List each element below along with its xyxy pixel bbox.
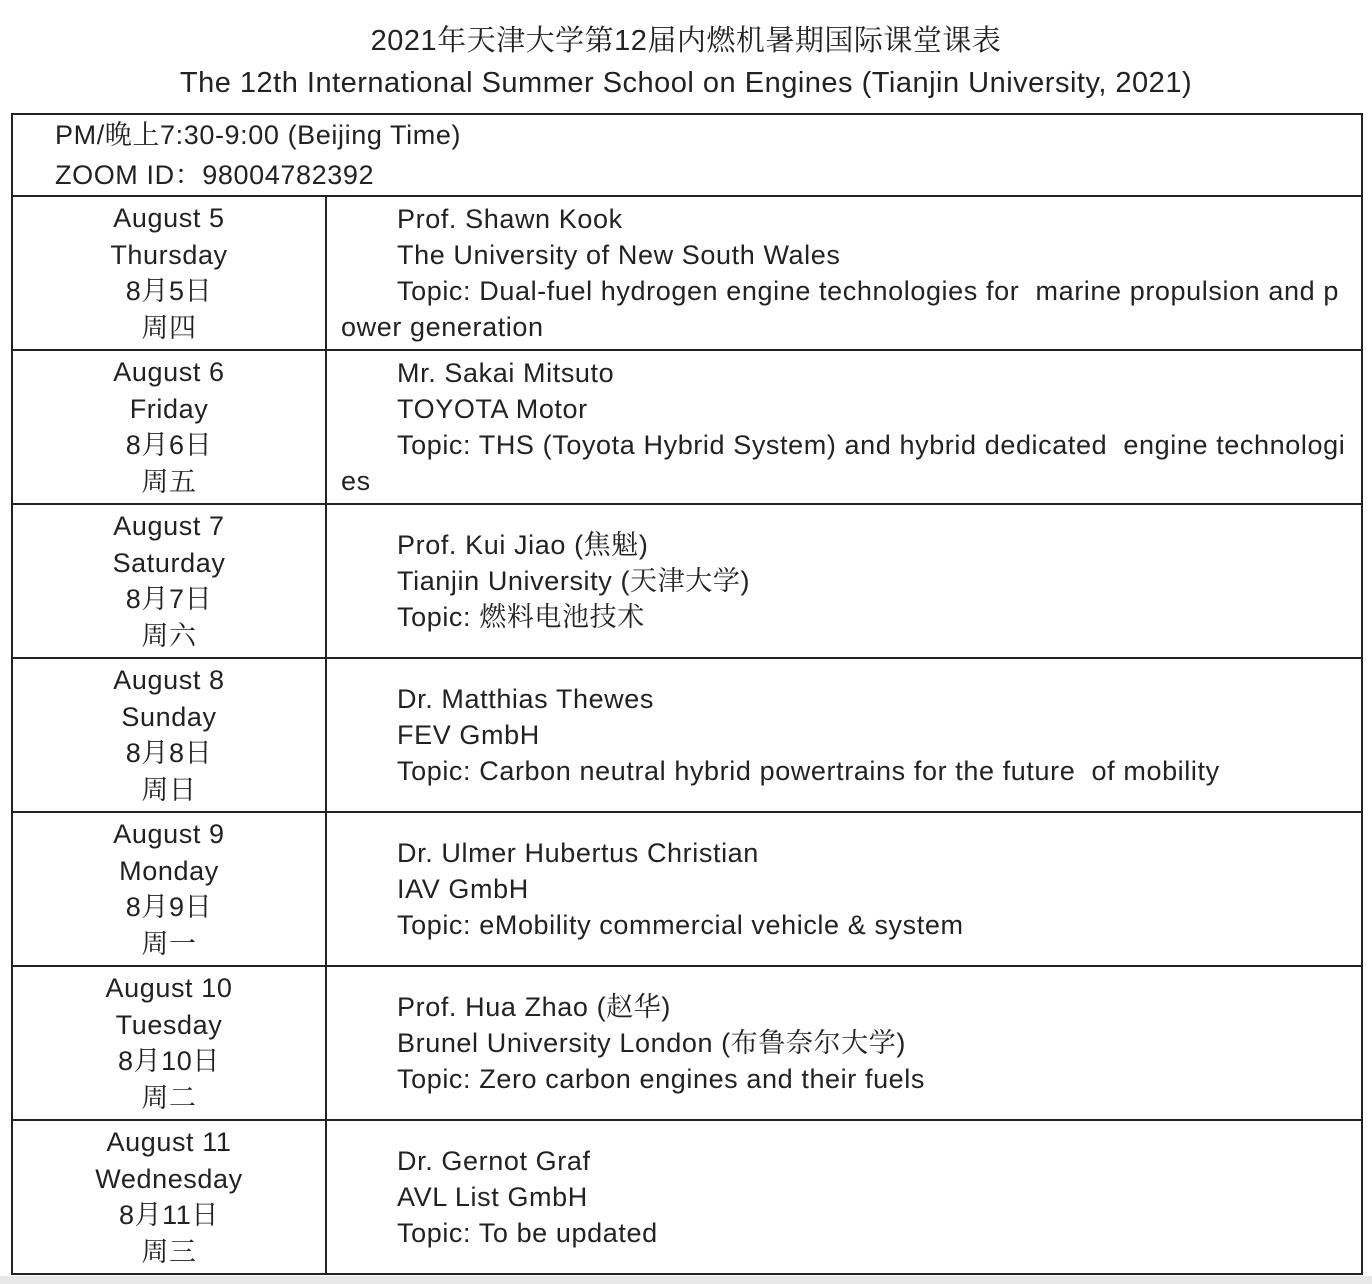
- topic: Topic: To be updated: [397, 1218, 658, 1248]
- header-row: [12, 114, 1362, 196]
- speaker: Prof. Hua Zhao (赵华): [397, 992, 671, 1022]
- date-cell: [12, 196, 326, 350]
- lecture-cell: [326, 1120, 1362, 1274]
- date: August 10: [105, 973, 233, 1003]
- session-time: PM/晚上7:30-9:00 (Beijing Time): [55, 120, 462, 150]
- zoom-id: ZOOM ID：98004782392: [55, 160, 375, 190]
- weekday-cn: 周六: [141, 620, 197, 651]
- date-cn: 8月10日: [117, 1046, 221, 1076]
- table-row: [12, 966, 1362, 1120]
- lecture-cell: [326, 812, 1362, 966]
- date-cn: 8月6日: [125, 430, 213, 460]
- topic: Topic: Carbon neutral hybrid powertrains for the future of mobility: [397, 756, 1220, 786]
- table-row: [12, 350, 1362, 504]
- date-cell: [12, 350, 326, 504]
- topic: Topic: Dual-fuel hydrogen engine technologies for marine propulsion and power generation: [341, 276, 1339, 342]
- speaker: Dr. Ulmer Hubertus Christian: [397, 838, 759, 868]
- topic: Topic: Zero carbon engines and their fuels: [397, 1064, 925, 1094]
- date-cn: 8月5日: [125, 276, 213, 306]
- table-row: [12, 504, 1362, 658]
- date-cn: 8月9日: [125, 892, 213, 922]
- date-cell: [12, 504, 326, 658]
- date-cn: 8月8日: [125, 738, 213, 768]
- table-row: [12, 1120, 1362, 1274]
- date-cell: [12, 812, 326, 966]
- affiliation: AVL List GmbH: [397, 1182, 588, 1212]
- affiliation: Brunel University London (布鲁奈尔大学): [397, 1028, 906, 1058]
- weekday-cn: 周一: [141, 928, 197, 959]
- weekday-cn: 周五: [141, 466, 197, 497]
- lecture-cell: [326, 350, 1362, 504]
- weekday: Saturday: [112, 547, 226, 578]
- speaker: Dr. Gernot Graf: [397, 1146, 591, 1176]
- date: August 6: [113, 357, 225, 387]
- lecture-cell: [326, 504, 1362, 658]
- topic: Topic: 燃料电池技术: [397, 602, 645, 632]
- date: August 7: [113, 511, 225, 541]
- affiliation: The University of New South Wales: [397, 240, 841, 270]
- speaker: Mr. Sakai Mitsuto: [397, 358, 615, 388]
- weekday-cn: 周四: [141, 312, 197, 343]
- weekday-cn: 周日: [141, 774, 197, 805]
- topic: Topic: THS (Toyota Hybrid System) and hybrid dedicated engine technologies: [341, 430, 1346, 496]
- weekday: Monday: [119, 855, 219, 886]
- date-cell: [12, 966, 326, 1120]
- table-row: [12, 196, 1362, 350]
- title-english: The 12th International Summer School on Engines (Tianjin University, 2021): [179, 67, 1193, 99]
- lecture-cell: [326, 966, 1362, 1120]
- weekday: Thursday: [110, 239, 228, 270]
- affiliation: TOYOTA Motor: [397, 394, 588, 424]
- lecture-cell: [326, 196, 1362, 350]
- date-cell: [12, 658, 326, 812]
- header-cell: [12, 114, 1362, 196]
- speaker: Dr. Matthias Thewes: [397, 684, 654, 714]
- title-chinese: 2021年天津大学第12届内燃机暑期国际课堂课表: [370, 25, 1002, 57]
- table-row: [12, 658, 1362, 812]
- date: August 8: [113, 665, 225, 695]
- date: August 11: [106, 1127, 232, 1157]
- topic: Topic: eMobility commercial vehicle & system: [397, 910, 964, 940]
- speaker: Prof. Kui Jiao (焦魁): [397, 530, 649, 560]
- date-cell: [12, 1120, 326, 1274]
- schedule-table: [11, 113, 1363, 1275]
- date: August 9: [113, 819, 225, 849]
- speaker: Prof. Shawn Kook: [397, 204, 623, 234]
- date-cn: 8月11日: [118, 1200, 220, 1230]
- date: August 5: [113, 203, 225, 233]
- weekday: Sunday: [121, 701, 217, 732]
- weekday: Tuesday: [115, 1009, 223, 1040]
- affiliation: Tianjin University (天津大学): [397, 566, 751, 596]
- bottom-strip: [0, 1276, 1372, 1284]
- weekday-cn: 周三: [141, 1236, 197, 1267]
- affiliation: FEV GmbH: [397, 720, 540, 750]
- weekday: Friday: [129, 393, 209, 424]
- weekday-cn: 周二: [141, 1082, 197, 1113]
- weekday: Wednesday: [95, 1163, 243, 1194]
- date-cn: 8月7日: [125, 584, 213, 614]
- lecture-cell: [326, 658, 1362, 812]
- affiliation: IAV GmbH: [397, 874, 529, 904]
- table-row: [12, 812, 1362, 966]
